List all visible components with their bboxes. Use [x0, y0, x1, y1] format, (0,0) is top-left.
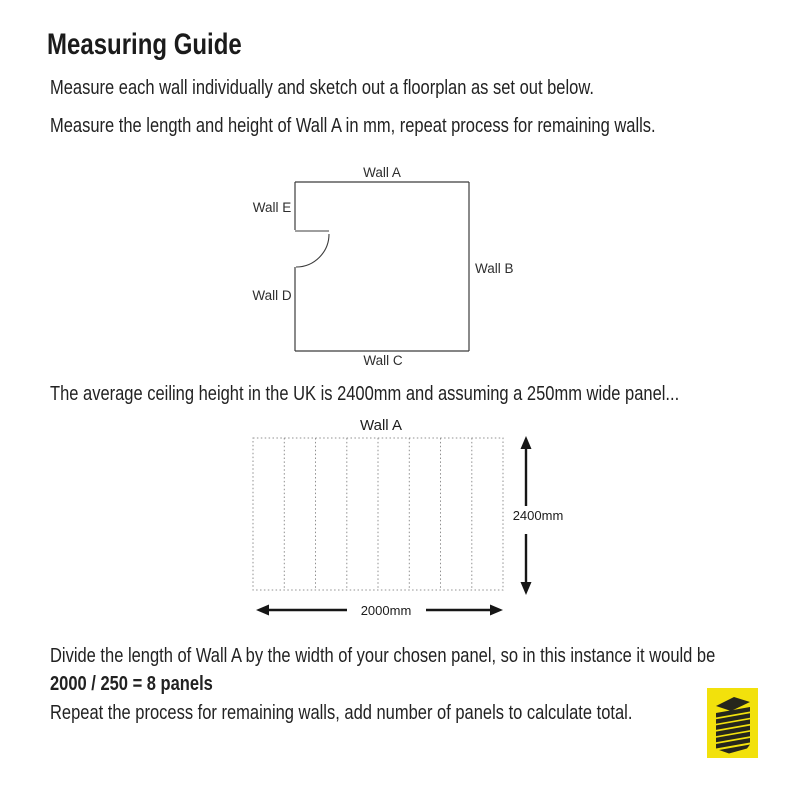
arrow-down-head	[521, 582, 532, 595]
repeat-instruction: Repeat the process for remaining walls, add number of panels to calculate total.	[50, 701, 633, 724]
intro-line-2: Measure the length and height of Wall A in mm, repeat process for remaining walls.	[50, 114, 656, 137]
width-dimension-label: 2000mm	[360, 603, 412, 618]
intro-line-1: Measure each wall individually and sketch out a floorplan as set out below.	[50, 76, 594, 99]
stacked-panels-logo-icon	[707, 688, 758, 758]
panel-diagram	[240, 405, 580, 625]
formula-line: 2000 / 250 = 8 panels	[50, 672, 213, 695]
floorplan-label-wall-c: Wall C	[363, 353, 403, 368]
ceiling-note: The average ceiling height in the UK is 2400mm and assuming a 250mm wide panel...	[50, 382, 680, 405]
floorplan-diagram	[230, 150, 530, 375]
floorplan-label-wall-d: Wall D	[252, 288, 292, 303]
floorplan-label-wall-b: Wall B	[475, 261, 514, 276]
door-swing-arc	[296, 234, 329, 267]
panel-diagram-title: Wall A	[360, 417, 402, 434]
divide-instruction: Divide the length of Wall A by the width of your chosen panel, so in this instance it would be	[50, 644, 716, 667]
floorplan-label-wall-a: Wall A	[363, 165, 401, 180]
arrow-right-head	[490, 605, 503, 616]
floorplan-label-wall-e: Wall E	[252, 200, 292, 215]
page-title: Measuring Guide	[47, 28, 242, 62]
height-dimension-label: 2400mm	[512, 508, 564, 523]
